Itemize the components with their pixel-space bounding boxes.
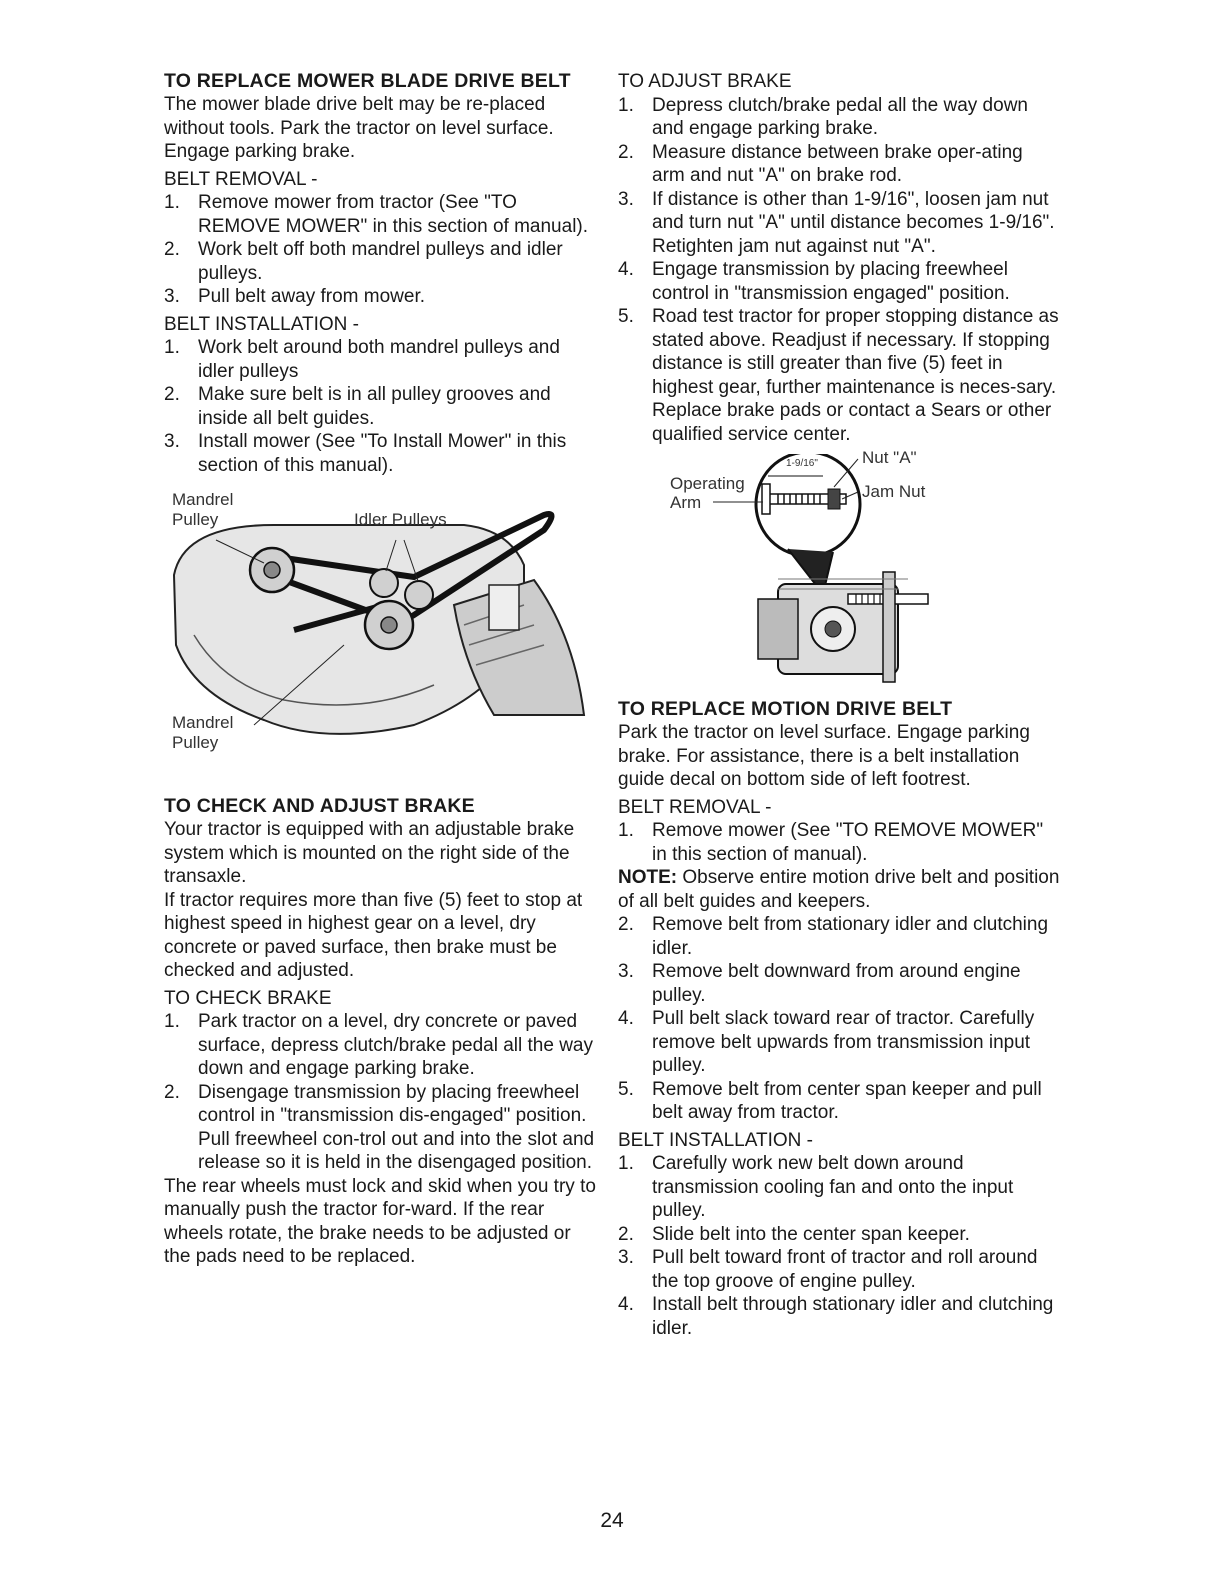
left-column	[164, 70, 600, 1269]
motion-belt-install-label: BELT INSTALLATION -	[618, 1129, 813, 1151]
list-item: 1. Remove mower from tractor (See "TO REMOVE MOWER" in this section of manual).	[164, 192, 589, 237]
list-item: 3. Remove belt downward from around engine pulley.	[618, 961, 1021, 1006]
motion-belt-install-steps	[618, 1152, 1060, 1340]
list-item: 5. Road test tractor for proper stopping distance as stated above. Readjust if necessary. If stopping distance is still greater than five (5) feet in highest gear, further maintenance is neces-sary. Replace brake pads or contact a Sears or other qualified service center.	[618, 306, 1059, 445]
motion-belt-removal-steps	[618, 913, 1060, 1125]
belt-removal-label: BELT REMOVAL -	[164, 168, 318, 190]
list-item: 2. Slide belt into the center span keeper.	[618, 1223, 970, 1245]
list-item: 3. If distance is other than 1-9/16", loosen jam nut and turn nut "A" until distance becomes 1-9/16". Retighten jam nut against nut "A".	[618, 188, 1055, 257]
list-item: 3. Install mower (See "To Install Mower" in this section of this manual).	[164, 431, 567, 476]
note	[618, 866, 1060, 913]
label-jam-nut: Jam Nut	[862, 482, 926, 501]
heading-replace-motion-belt: TO REPLACE MOTION DRIVE BELT	[618, 698, 953, 720]
mower-deck-figure	[164, 485, 600, 785]
brake-para-2: If tractor requires more than five (5) feet to stop at highest speed in highest gear on a level, dry concrete or paved surface, then brake must be checked and adjusted.	[164, 889, 583, 981]
list-item: 3. Pull belt toward front of tractor and roll around the top groove of engine pulley.	[618, 1247, 1038, 1292]
label-operating-arm: Operating Arm	[670, 474, 745, 512]
motion-belt-removal-label: BELT REMOVAL -	[618, 796, 772, 818]
list-item: 4. Engage transmission by placing freewheel control in "transmission engaged" position.	[618, 259, 1010, 304]
motion-belt-removal-step-1	[618, 819, 1060, 866]
check-brake-steps	[164, 1010, 600, 1175]
adjust-brake-steps	[618, 94, 1060, 447]
list-item: 2. Disengage transmission by placing freewheel control in "transmission dis-engaged" position. Pull freewheel con-trol out and into the slot and release so it is held in the disengaged position.	[164, 1081, 595, 1173]
to-adjust-brake-label: TO ADJUST BRAKE	[618, 71, 792, 92]
list-item: 5. Remove belt from center span keeper and pull belt away from tractor.	[618, 1078, 1042, 1123]
list-item: 2. Remove belt from stationary idler and clutching idler.	[618, 914, 1049, 959]
label-mandrel-pulley-top: Mandrel Pulley	[172, 490, 234, 529]
intro-replace-mower-belt: The mower blade drive belt may be re-placed without tools. Park the tractor on level surface. Engage parking brake.	[164, 94, 554, 162]
label-mandrel-pulley-bottom: Mandrel Pulley	[172, 713, 234, 752]
list-item: 2. Make sure belt is in all pulley grooves and inside all belt guides.	[164, 384, 551, 429]
label-dimension: 1-9/16"	[786, 458, 818, 469]
label-idler-pulleys: Idler Pulleys	[354, 510, 447, 529]
intro-replace-motion-belt: Park the tractor on level surface. Engage parking brake. For assistance, there is a belt installation guide decal on bottom side of left footrest.	[618, 722, 1030, 790]
list-item: 1. Work belt around both mandrel pulleys and idler pulleys	[164, 337, 560, 382]
mower-belt-removal-steps	[164, 191, 600, 309]
heading-replace-mower-belt: TO REPLACE MOWER BLADE DRIVE BELT	[164, 70, 571, 92]
list-item: 1. Remove mower (See "TO REMOVE MOWER" in this section of manual).	[618, 820, 1044, 865]
list-item: 2. Measure distance between brake oper-ating arm and nut "A" on brake rod.	[618, 141, 1023, 186]
list-item: 1. Park tractor on a level, dry concrete or paved surface, depress clutch/brake pedal all the way down and engage parking brake.	[164, 1011, 593, 1079]
label-nut-a: Nut "A"	[862, 448, 917, 467]
list-item: 1. Carefully work new belt down around transmission cooling fan and onto the input pulley.	[618, 1153, 1014, 1221]
note-text: Observe entire motion drive belt and position of all belt guides and keepers.	[618, 867, 1060, 912]
to-check-brake-label: TO CHECK BRAKE	[164, 987, 332, 1009]
belt-installation-label: BELT INSTALLATION -	[164, 313, 359, 335]
list-item: 3. Pull belt away from mower.	[164, 286, 426, 307]
note-label: NOTE:	[618, 867, 678, 888]
right-column	[618, 70, 1060, 1340]
brake-para-1: Your tractor is equipped with an adjustable brake system which is mounted on the right side of the transaxle.	[164, 819, 575, 887]
list-item: 1. Depress clutch/brake pedal all the way down and engage parking brake.	[618, 94, 1028, 139]
list-item: 4. Pull belt slack toward rear of tractor. Carefully remove belt upwards from transmission input pulley.	[618, 1008, 1035, 1076]
page-number: 24	[600, 1509, 624, 1532]
mower-belt-install-steps	[164, 336, 600, 477]
heading-check-adjust-brake: TO CHECK AND ADJUST BRAKE	[164, 795, 475, 817]
list-item: 4. Install belt through stationary idler and clutching idler.	[618, 1294, 1054, 1339]
list-item: 2. Work belt off both mandrel pulleys and idler pulleys.	[164, 239, 563, 284]
brake-figure	[618, 448, 1060, 692]
brake-closing-para: The rear wheels must lock and skid when you try to manually push the tractor for-ward. If the rear wheels rotate, the brake needs to be adjusted or the pads need to be replaced.	[164, 1175, 596, 1267]
